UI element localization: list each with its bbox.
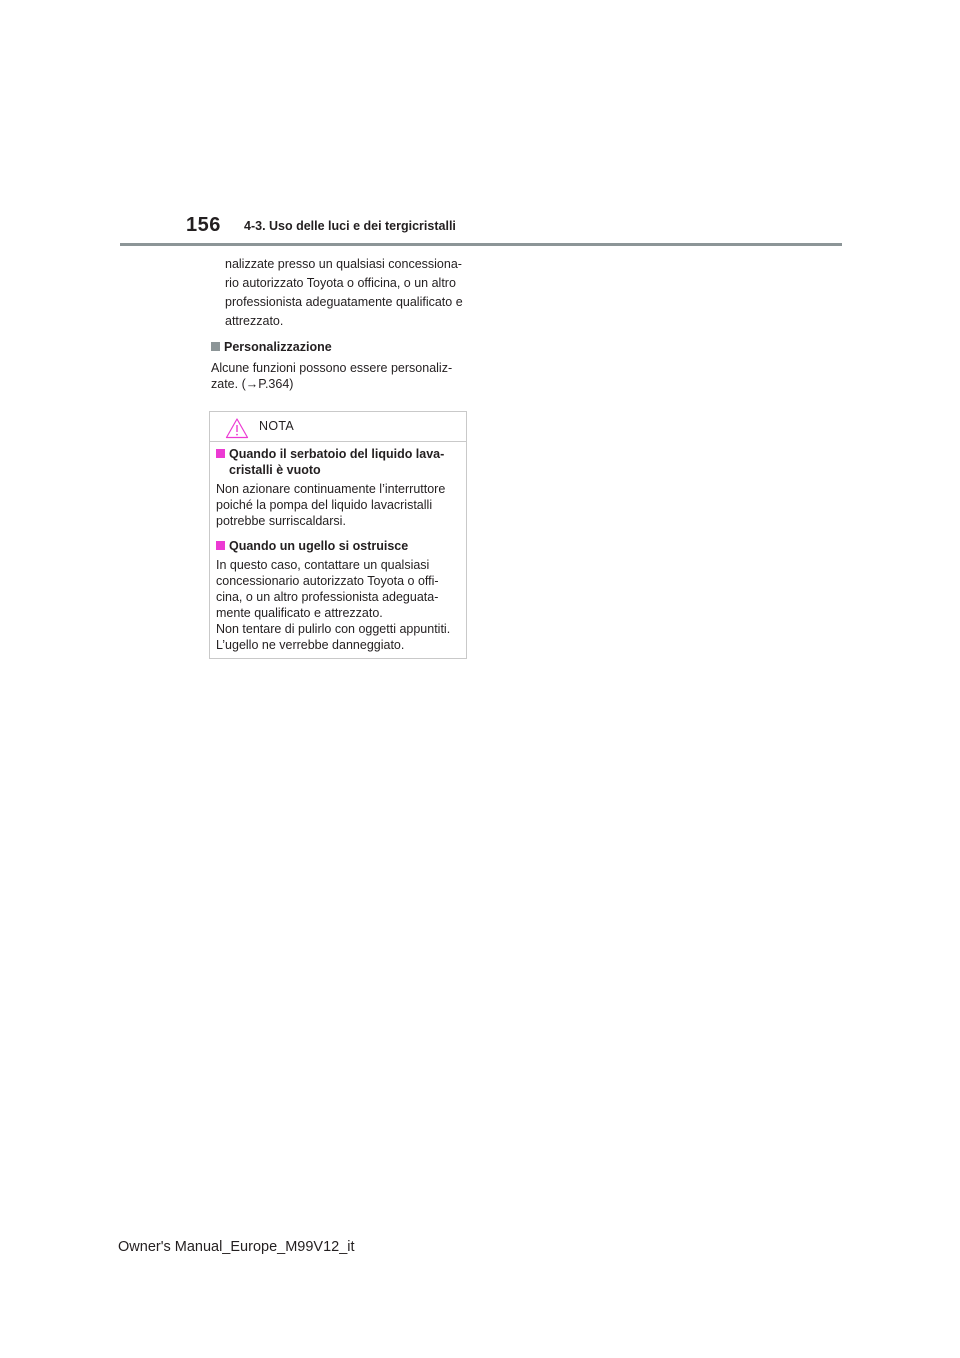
notice-text-line: concessionario autorizzato Toyota o offi-: [216, 574, 439, 588]
personalization-line: Alcune funzioni possono essere personaliz-: [211, 361, 453, 375]
notice-text-line: cina, o un altro professionista adeguata-: [216, 590, 439, 604]
notice-item-heading-line: cristalli è vuoto: [229, 463, 321, 477]
notice-title: NOTA: [259, 419, 294, 433]
page-number: 156: [186, 214, 221, 236]
notice-item-text: [216, 557, 464, 653]
notice-text-line: potrebbe surriscaldarsi.: [216, 514, 346, 528]
continuation-line: rio autorizzato Toyota o officina, o un altro: [225, 276, 456, 290]
section-title: 4-3. Uso delle luci e dei tergicristalli: [244, 219, 456, 233]
notice-text-line: Non azionare continuamente l’interruttore: [216, 482, 446, 496]
continuation-line: nalizzate presso un qualsiasi concessiona-: [225, 257, 462, 271]
personalization-heading-label: Personalizzazione: [224, 340, 332, 354]
continuation-line: attrezzato.: [225, 314, 284, 328]
pink-square-bullet-icon: [216, 449, 225, 458]
notice-header: [210, 412, 466, 442]
header-divider: [120, 243, 842, 246]
notice-item-heading-line: Quando il serbatoio del liquido lava-: [229, 447, 445, 461]
notice-text-line: In questo caso, contattare un qualsiasi: [216, 558, 430, 572]
pink-square-bullet-icon: [216, 541, 225, 550]
personalization-text: [211, 360, 469, 392]
notice-text-line: poiché la pompa del liquido lavacristalli: [216, 498, 433, 512]
notice-text-line: mente qualificato e attrezzato.: [216, 606, 383, 620]
continuation-line: professionista adeguatamente qualificato e: [225, 295, 463, 309]
notice-text-line: L’ugello ne verrebbe danneggiato.: [216, 638, 405, 652]
personalization-heading: [211, 340, 332, 354]
notice-item-heading: [216, 446, 464, 478]
notice-text-line: Non tentare di pulirlo con oggetti appuntiti.: [216, 622, 451, 636]
notice-item-text: [216, 481, 464, 529]
notice-box: [209, 411, 467, 659]
notice-item-heading: [216, 538, 464, 554]
warning-triangle-icon: [225, 417, 249, 439]
notice-item-heading-line: Quando un ugello si ostruisce: [229, 539, 409, 553]
footer-manual-id: Owner's Manual_Europe_M99V12_it: [118, 1239, 355, 1255]
gray-square-bullet-icon: [211, 342, 220, 351]
page-reference-link[interactable]: zate. (→P.364): [211, 377, 294, 391]
